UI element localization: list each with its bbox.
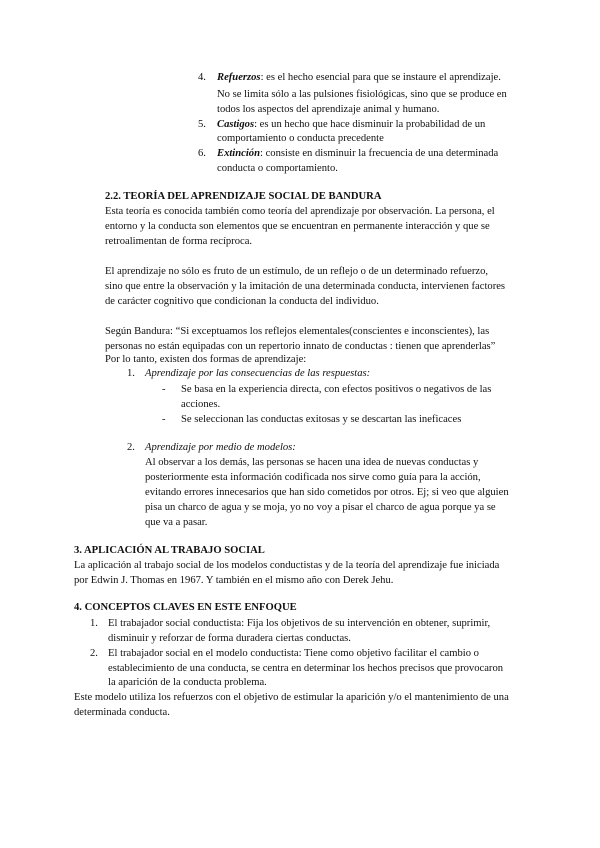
paragraph-line: sino que entre la observación y la imitación de una determinada conducta, intervienen factores xyxy=(105,281,506,292)
form-title-modelos: Aprendizaje por medio de modelos: xyxy=(145,442,296,453)
list-item-castigos xyxy=(217,117,485,132)
paragraph-line: El aprendizaje no sólo es fruto de un estímulo, de un reflejo o de un determinado refuerzo, xyxy=(105,266,489,277)
bullet-text: Se basa en la experiencia directa, con efectos positivos o negativos de las xyxy=(181,384,492,395)
bullet-text: Se seleccionan las conductas exitosas y se descartan las ineficaces xyxy=(181,414,462,425)
definition-line: : es un hecho que hace disminuir la probabilidad de un xyxy=(254,119,486,130)
quote-line: Según Bandura: “Si exceptuamos los reflejos elementales(conscientes e inconscientes), las xyxy=(105,326,490,337)
list-number: 6. xyxy=(198,148,206,159)
list-number: 5. xyxy=(198,119,206,130)
paragraph-line: retroalimentan de forma recíproca. xyxy=(105,236,253,247)
paragraph-line: Al observar a los demás, las personas se hacen una idea de nuevas conductas y xyxy=(145,457,479,468)
term-castigos: Castigos xyxy=(217,119,255,130)
definition-line: : es el hecho esencial para que se instaure el aprendizaje. xyxy=(260,72,501,83)
definition-line: todos los aspectos del aprendizaje animal y humano. xyxy=(217,104,440,115)
list-number: 1. xyxy=(90,618,98,629)
bullet-dash: - xyxy=(162,384,166,395)
paragraph-line: Esta teoría es conocida también como teoría del aprendizaje por observación. La persona, el xyxy=(105,206,495,217)
paragraph-line: Este modelo utiliza los refuerzos con el objetivo de estimular la aparición y/o el mantenimiento de una xyxy=(74,692,509,703)
definition-line: : consiste en disminuir la frecuencia de una determinada xyxy=(259,148,499,159)
paragraph-line: La aplicación al trabajo social de los modelos conductistas y de la teoría del aprendizaje fue iniciada xyxy=(74,560,500,571)
paragraph-line: pisa un charco de agua y se moja, yo no voy a pisar el charco de agua porque ya se xyxy=(145,502,496,513)
list-item-refuerzos xyxy=(217,70,501,85)
list-number: 1. xyxy=(127,368,135,379)
quote-line: personas no están equipadas con un repertorio innato de conductas : tienen que aprenderlas” xyxy=(105,341,496,352)
section-heading-aplicacion: 3. APLICACIÓN AL TRABAJO SOCIAL xyxy=(74,545,265,556)
paragraph-line: entorno y la conducta son elementos que se encuentran en permanente interacción y que se xyxy=(105,221,490,232)
term-refuerzos: Refuerzos xyxy=(217,72,261,83)
section-heading-bandura: 2.2. TEORÍA DEL APRENDIZAJE SOCIAL DE BANDURA xyxy=(105,191,382,202)
paragraph-line: posteriormente esta información codificada nos sirve como guía para la acción, xyxy=(145,472,481,483)
concept-line: El trabajador social conductista: Fija los objetivos de su intervención en obtener, suprimir, xyxy=(108,618,491,629)
list-item-extincion xyxy=(217,146,498,161)
top-list xyxy=(0,0,600,180)
paragraph-line: determinada conducta. xyxy=(74,707,170,718)
concept-line: disminuir y reforzar de forma duradera ciertas conductas. xyxy=(108,633,351,644)
term-extincion: Extinción xyxy=(217,148,260,159)
definition-line: No se limita sólo a las pulsiones fisiológicas, sino que se produce en xyxy=(217,89,507,100)
concept-line: El trabajador social en el modelo conductista: Tiene como objetivo facilitar el cambio o xyxy=(108,648,479,659)
list-number: 2. xyxy=(90,648,98,659)
list-number: 2. xyxy=(127,442,135,453)
paragraph-line: evitando errores innecesarios que han sido cometidos por otros. Ej; si veo que alguien xyxy=(145,487,509,498)
definition-line: conducta o comportamiento. xyxy=(217,163,338,174)
definition-line: comportamiento o conducta precedente xyxy=(217,133,384,144)
paragraph-line: que va a pasar. xyxy=(145,517,208,528)
bullet-text: acciones. xyxy=(181,399,221,410)
paragraph-line: de carácter cognitivo que condicionan la conducta del individuo. xyxy=(105,296,379,307)
concept-line: la aparición de la conducta problema. xyxy=(108,677,267,688)
section-heading-conceptos: 4. CONCEPTOS CLAVES EN ESTE ENFOQUE xyxy=(74,602,297,613)
paragraph-line: Por lo tanto, existen dos formas de aprendizaje: xyxy=(105,354,307,365)
bullet-dash: - xyxy=(162,414,166,425)
paragraph-line: por Edwin J. Thomas en 1967. Y también en el mismo año con Derek Jehu. xyxy=(74,575,394,586)
concept-line: establecimiento de una conducta, se centra en determinar los hechos precisos que provocaron xyxy=(108,663,504,674)
list-number: 4. xyxy=(198,72,206,83)
form-title-consecuencias: Aprendizaje por las consecuencias de las respuestas: xyxy=(145,368,371,379)
